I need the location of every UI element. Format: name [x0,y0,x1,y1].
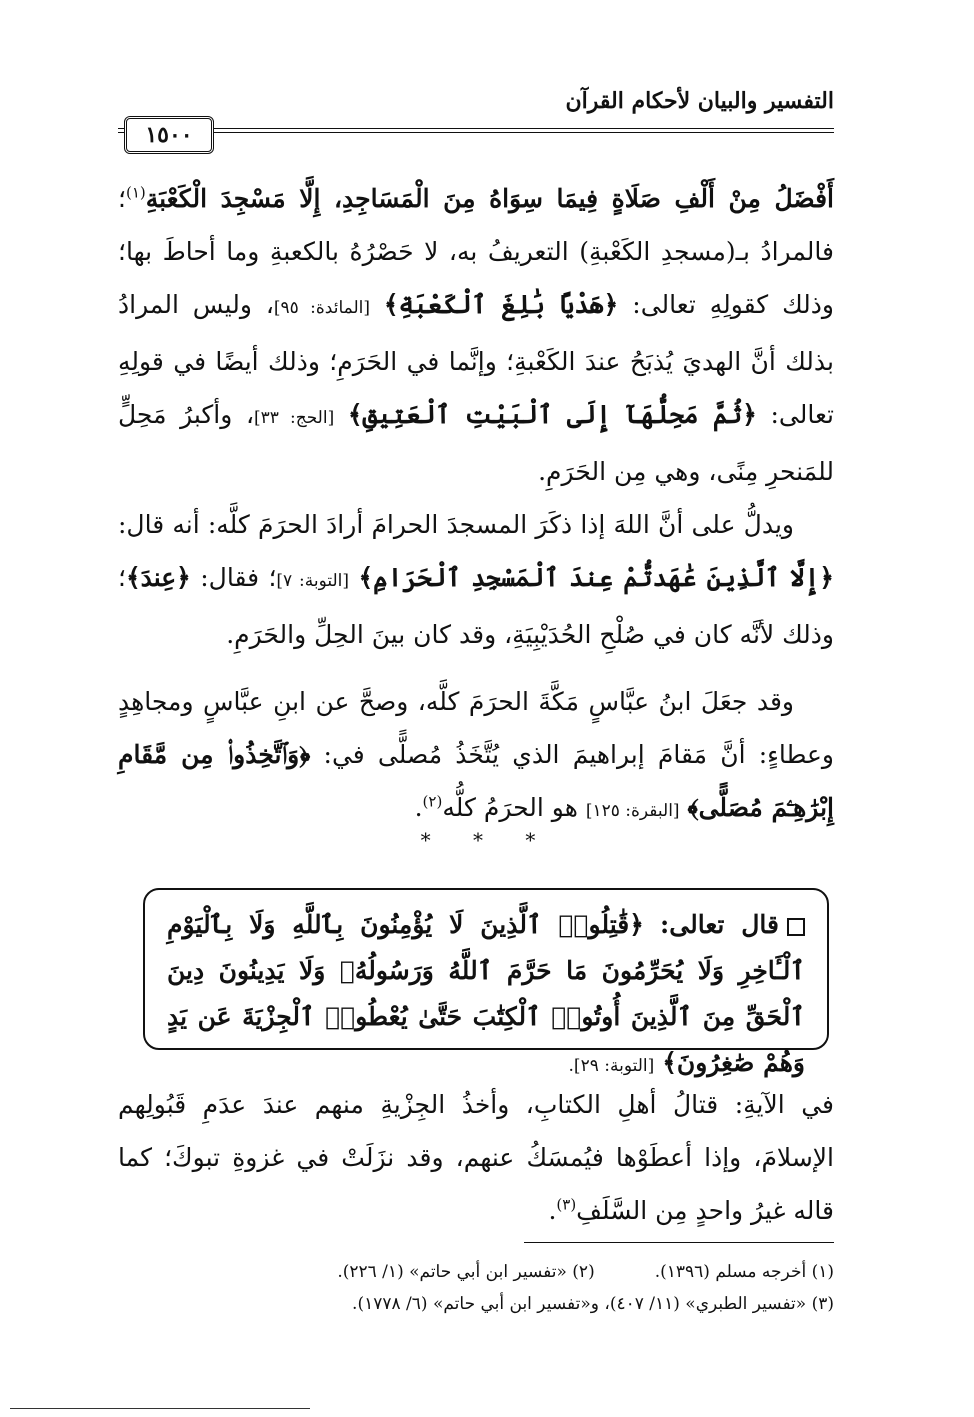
paragraph-1-mid: ، وليس المرادُ بذلك أنَّ الهديَ يُذبَحُ عندَ الكَعْبةِ؛ وإنَّما في الحَرَمِ؛ وذلك أيضًا في قولِهِ تعالى: [118,290,834,429]
paragraph-1-end: ، وأكبرُ مَحِلٍّ للمَنحرِ مِنًى، وهي مِن الحَرَمِ. [118,400,834,486]
footnote-mark-3: (٣) [556,1195,577,1214]
quran-verse-maidah: ﴿هَدْيًا بَٰلِغَ ٱلْكَعْبَةِ﴾ [383,290,619,319]
footnote-mark-1: (١) [125,183,146,202]
quran-verse-tawbah-7: ﴿إِلَّا ٱلَّذِينَ عَٰهَدتُّمْ عِندَ ٱلْمَسْجِدِ ٱلْحَرَامِ﴾ [358,563,834,592]
footnote-divider [524,1242,834,1243]
verse-ref-baqarah: [البقرة: ١٢٥] [585,801,680,821]
verse-box [143,888,829,1077]
footnote-2: (٢) «تفسير ابن أبي حاتم» (١/ ٢٢٦). [337,1262,595,1282]
paragraph-1-tail: ؛ فالمرادُ بـ(مسجدِ الكَعْبةِ) التعريفُ به، لا حَصْرُهُ بالكعبةِ وما أحاطَ بها؛ وذلك كقولِهِ تعالى: [118,184,834,319]
paragraph-3-end: هو الحرَمُ كلُّه [442,793,578,822]
tafsir-body: في الآيةِ: قتالُ أهلِ الكتابِ، وأخذُ الجِزْيةِ منهم عندَ عدَمِ قَبُولِهم الإسلامَ، وإذا أعطَوْها فيُمسَكُ عنهم، وقد نزَلَتْ في غزوةِ تبوكَ؛ كما قاله غيرُ واحدٍ مِن السَّلَفِ [118,1090,834,1225]
footnote-1: (١) أخرجه مسلم (١٣٩٦). [654,1262,834,1282]
page-number: ١٥٠٠ [124,116,214,154]
header-rule [118,128,834,129]
paragraph-2-mid: ؛ فقال: [200,563,277,592]
quran-verse-tawbah-29: ﴿قَٰتِلُوا۟ ٱلَّذِينَ لَا يُؤْمِنُونَ بِٱللَّهِ وَلَا بِٱلْيَوْمِ ٱلْـَٔاخِرِ وَلَا يُحَرِّمُونَ مَا حَرَّمَ ٱللَّهُ وَرَسُولُهُۥ وَلَا يَدِينُونَ دِينَ ٱلْحَقِّ مِنَ ٱلَّذِينَ أُوتُوا۟ ٱلْكِتَٰبَ حَتَّىٰ يُعْطُوا۟ ٱلْجِزْيَةَ عَن يَدٍ وَهُمْ صَٰغِرُونَ﴾ [167,910,805,1077]
footnote-mark-2: (٢) [422,792,443,811]
paragraph-1 [118,172,834,498]
bottom-rule [10,1408,310,1409]
verse-ref-maidah: [المائدة: ٩٥] [273,298,370,318]
book-title: التفسير والبيان لأحكام القرآن [565,88,834,114]
paragraph-3-start: وقد جعَلَ ابنُ عبَّاسٍ مَكَّةَ الحرَمَ كلَّه، وصحَّ عن ابنِ عبَّاسٍ ومجاهِدٍ وعطاءٍ: أنَّ مَقامَ إبراهيمَ الذي يُتَّخَذُ مُصلًّى في: [118,687,834,769]
paragraph-2-start: ويدلُّ على أنَّ اللهَ إذا ذكَرَ المسجدَ الحرامَ أرادَ الحرَمَ كلَّه: أنه قال: [118,510,794,539]
verse-ref-tawbah-29: [التوبة: ٢٩]. [568,1056,655,1076]
verse-ref-hajj: [الحج: ٣٣] [254,408,335,428]
quran-word-inda: ﴿عِندَ﴾ [125,563,191,592]
verse-box-label: قال تعالى: [660,910,779,939]
page-header [118,80,834,160]
section-separator: * * * [420,828,554,852]
verse-ref-tawbah-7: [التوبة: ٧] [276,571,350,591]
ornament-square-icon [787,918,805,936]
tafsir-paragraph: في الآيةِ: قتالُ أهلِ الكتابِ، وأخذُ الجِزْيةِ منهم عندَ عدَمِ قَبُولِهم الإسلامَ، وإذا أعطَوْها فيُمسَكُ عنهم، وقد نزَلَتْ في غزوةِ تبوكَ؛ كما قاله غيرُ واحدٍ مِن السَّلَفِ$^{(٣)}$. [118,1090,834,1225]
paragraph-3: وقد جعَلَ ابنُ عبَّاسٍ مَكَّةَ الحرَمَ كلَّه، وصحَّ عن ابنِ عبَّاسٍ ومجاهِدٍ وعطاءٍ: أنَّ مَقامَ إبراهيمَ الذي يُتَّخَذُ مُصلًّى في: ﴿وَٱتَّخِذُوا۟ مِن مَّقَامِ إِبْرَٰهِـۧمَ مُصَلًّى﴾ [البقرة: ١٢٥] هو الحرَمُ كلُّه$^{(٢)}$. [118,687,834,822]
footnotes [140,1256,834,1320]
tafsir-text [118,1078,834,1237]
paragraph-2 [118,498,834,661]
header-rule-secondary [118,132,834,133]
hadith-quote: أَفْضَلُ مِنْ أَلْفِ صَلَاةٍ فِيمَا سِوَاهُ مِنَ الْمَسَاجِدِ، إِلَّا مَسْجِدَ الْكَعْبَةِ [145,184,834,213]
main-text [118,172,834,838]
quran-verse-baqarah: ﴿وَٱتَّخِذُوا۟ مِن مَّقَامِ إِبْرَٰهِـۧمَ مُصَلًّى﴾ [118,740,834,822]
quran-verse-hajj: ﴿ثُمَّ مَحِلُّهَآ إِلَى ٱلْبَيْتِ ٱلْعَتِيقِ﴾ [347,400,757,429]
paragraph-2-end: ؛ وذلك لأنَّه كان في صُلْحِ الحُدَيْبِيَةِ، وقد كان بينَ الحِلِّ والحَرَمِ. [118,563,834,649]
footnote-3: (٣) «تفسير الطبري» (١١/ ٤٠٧)، و«تفسير ابن أبي حاتم» (٦/ ١٧٧٨). [352,1294,834,1314]
